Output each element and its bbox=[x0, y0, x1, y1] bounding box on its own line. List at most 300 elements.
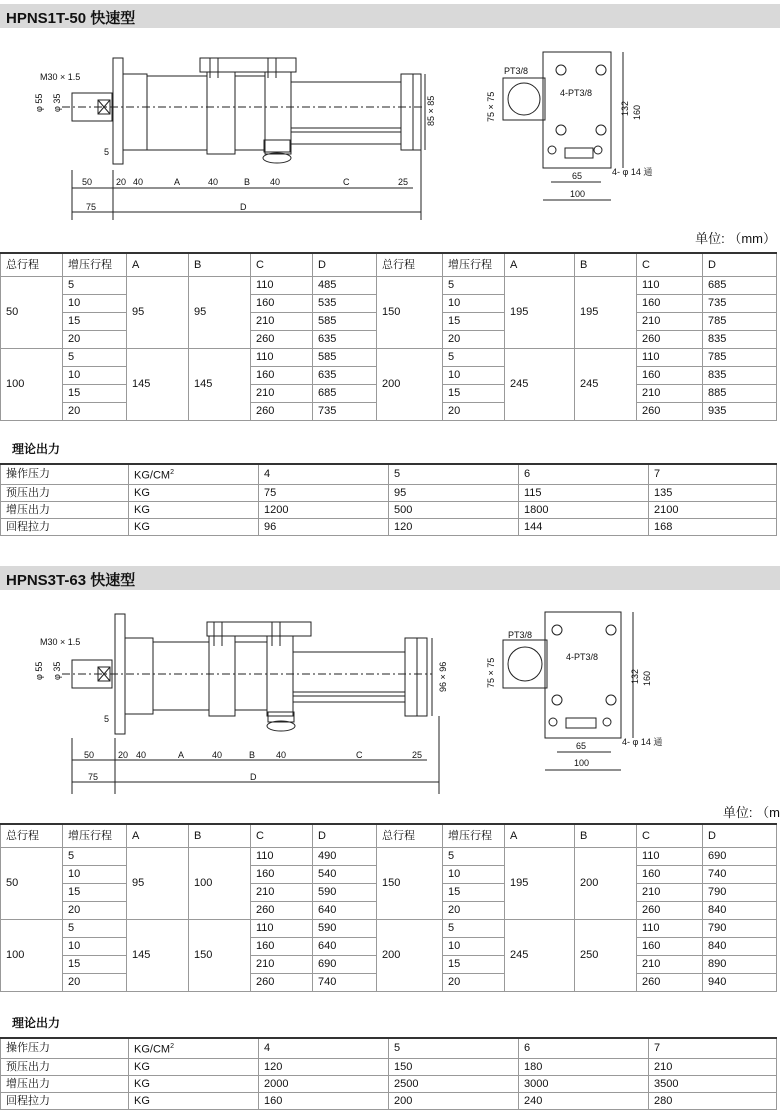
total-stroke-cell: 100 bbox=[1, 920, 63, 992]
force-cell bbox=[389, 1058, 519, 1075]
dim-D: D bbox=[250, 772, 257, 782]
superscript-2: 2 bbox=[170, 469, 174, 476]
header-cell: D bbox=[703, 824, 777, 848]
force-cell bbox=[649, 518, 777, 535]
boost-stroke-cell: 20 bbox=[443, 974, 505, 992]
force-value: 操作压力 bbox=[6, 1042, 50, 1055]
c-cell: 110 bbox=[637, 349, 703, 367]
force-cell bbox=[1, 518, 129, 535]
b-cell: 150 bbox=[189, 920, 251, 992]
dim-100: 100 bbox=[570, 189, 586, 199]
superscript-2: 2 bbox=[170, 1043, 174, 1050]
header-cell: C bbox=[637, 824, 703, 848]
c-cell: 110 bbox=[251, 920, 313, 938]
phi55-label: φ 55 bbox=[34, 93, 44, 112]
d-cell: 740 bbox=[703, 866, 777, 884]
force-cell bbox=[649, 1075, 777, 1092]
force-value: KG bbox=[134, 1077, 150, 1090]
dim-C: C bbox=[343, 177, 350, 187]
force-cell bbox=[129, 1092, 259, 1109]
d-cell: 835 bbox=[703, 367, 777, 385]
flange-size-label: 85 × 85 bbox=[426, 95, 436, 126]
dim-100: 100 bbox=[574, 758, 590, 768]
boost-stroke-cell: 20 bbox=[63, 974, 127, 992]
header-cell: 总行程 bbox=[377, 824, 443, 848]
force-cell bbox=[649, 1092, 777, 1109]
force-cell bbox=[129, 484, 259, 501]
force-cell bbox=[519, 501, 649, 518]
a-cell: 95 bbox=[127, 848, 189, 920]
b-cell: 145 bbox=[189, 349, 251, 421]
force-cell bbox=[649, 484, 777, 501]
d-cell: 785 bbox=[703, 313, 777, 331]
force-value: 120 bbox=[264, 1060, 283, 1073]
d-cell: 835 bbox=[703, 331, 777, 349]
header-cell: A bbox=[505, 824, 575, 848]
phi35-label: φ 35 bbox=[52, 93, 62, 112]
d-cell: 885 bbox=[703, 385, 777, 403]
force-cell bbox=[1, 1075, 129, 1092]
force-cell bbox=[259, 518, 389, 535]
dim-A: A bbox=[178, 750, 185, 760]
c-cell: 160 bbox=[637, 367, 703, 385]
force-value: 增压出力 bbox=[6, 503, 50, 516]
dim-5: 5 bbox=[104, 714, 110, 724]
dim-65: 65 bbox=[572, 171, 583, 181]
force-cell bbox=[389, 501, 519, 518]
total-stroke-cell: 150 bbox=[377, 848, 443, 920]
d-cell: 690 bbox=[703, 848, 777, 866]
force-value: 7 bbox=[654, 1042, 661, 1055]
dim-132: 132 bbox=[630, 668, 640, 684]
dim-B: B bbox=[249, 750, 256, 760]
dim-40b: 40 bbox=[208, 177, 219, 187]
force-value: 280 bbox=[654, 1094, 673, 1107]
dim-40c: 40 bbox=[270, 177, 281, 187]
force-value: KG bbox=[134, 520, 150, 533]
d-cell: 540 bbox=[313, 866, 377, 884]
force-cell bbox=[389, 1092, 519, 1109]
pt38-label: PT3/8 bbox=[508, 630, 533, 640]
c-cell: 160 bbox=[251, 938, 313, 956]
total-stroke-cell: 200 bbox=[377, 349, 443, 421]
units-paren: （m bbox=[756, 805, 780, 820]
boost-stroke-cell: 5 bbox=[63, 349, 127, 367]
d-cell: 585 bbox=[313, 313, 377, 331]
total-stroke-cell: 100 bbox=[1, 349, 63, 421]
c-cell: 110 bbox=[637, 920, 703, 938]
force-cell bbox=[519, 1075, 649, 1092]
force-value: 7 bbox=[654, 468, 661, 481]
force-title: 理论出力 bbox=[12, 1016, 61, 1030]
boost-stroke-cell: 10 bbox=[443, 938, 505, 956]
dim-25: 25 bbox=[398, 177, 409, 187]
c-cell: 260 bbox=[251, 403, 313, 421]
table-row bbox=[1, 920, 777, 938]
c-cell: 160 bbox=[251, 295, 313, 313]
boost-stroke-cell: 20 bbox=[443, 403, 505, 421]
dimension-table bbox=[0, 823, 777, 992]
force-value: 75 bbox=[264, 486, 277, 499]
force-value: 预压出力 bbox=[6, 1060, 50, 1073]
table-header-row bbox=[1, 824, 777, 848]
force-value: 5 bbox=[394, 1042, 401, 1055]
a-cell: 145 bbox=[127, 920, 189, 992]
force-value: KG bbox=[134, 486, 150, 499]
total-stroke-cell: 50 bbox=[1, 848, 63, 920]
header-cell: 总行程 bbox=[1, 824, 63, 848]
section-title-bar bbox=[0, 566, 780, 590]
side-size-label: 75 × 75 bbox=[486, 91, 496, 122]
header-cell: 增压行程 bbox=[63, 253, 127, 277]
header-cell: 增压行程 bbox=[443, 824, 505, 848]
force-cell bbox=[519, 1092, 649, 1109]
d-cell: 735 bbox=[313, 403, 377, 421]
a-cell: 145 bbox=[127, 349, 189, 421]
side-size-label: 75 × 75 bbox=[486, 657, 496, 688]
force-cell bbox=[129, 1075, 259, 1092]
m30-label: M30 × 1.5 bbox=[40, 72, 81, 82]
d-cell: 590 bbox=[313, 884, 377, 902]
dimension-table bbox=[0, 252, 777, 421]
c-cell: 210 bbox=[637, 313, 703, 331]
boost-stroke-cell: 10 bbox=[443, 367, 505, 385]
table-row bbox=[1, 277, 777, 295]
d-cell: 640 bbox=[313, 938, 377, 956]
force-row bbox=[1, 501, 777, 518]
boost-stroke-cell: 15 bbox=[443, 956, 505, 974]
force-row bbox=[1, 1038, 777, 1058]
header-cell: B bbox=[575, 253, 637, 277]
header-cell: C bbox=[251, 253, 313, 277]
flange-size-label: 96 × 96 bbox=[438, 661, 448, 692]
force-value: 1800 bbox=[524, 503, 549, 516]
force-cell bbox=[649, 501, 777, 518]
force-value: 2500 bbox=[394, 1077, 419, 1090]
dim-160: 160 bbox=[632, 104, 642, 120]
force-cell bbox=[389, 484, 519, 501]
dim-160: 160 bbox=[642, 670, 652, 686]
d-cell: 890 bbox=[703, 956, 777, 974]
force-value: 增压出力 bbox=[6, 1077, 50, 1090]
boost-stroke-cell: 15 bbox=[63, 313, 127, 331]
dim-5: 5 bbox=[104, 147, 110, 157]
b-cell: 100 bbox=[189, 848, 251, 920]
boost-stroke-cell: 5 bbox=[443, 920, 505, 938]
c-cell: 210 bbox=[251, 884, 313, 902]
c-cell: 110 bbox=[637, 277, 703, 295]
force-row bbox=[1, 464, 777, 484]
c-cell: 160 bbox=[637, 866, 703, 884]
dim-50: 50 bbox=[82, 177, 93, 187]
force-value: 160 bbox=[264, 1094, 283, 1107]
section-title: HPNS1T-50 快速型 bbox=[6, 10, 136, 27]
d-cell: 685 bbox=[313, 385, 377, 403]
force-value: 操作压力 bbox=[6, 468, 50, 481]
header-cell: B bbox=[189, 824, 251, 848]
force-cell bbox=[389, 1075, 519, 1092]
d-cell: 840 bbox=[703, 902, 777, 920]
force-cell bbox=[519, 464, 649, 484]
force-value: 预压出力 bbox=[6, 486, 50, 499]
d-cell: 740 bbox=[313, 974, 377, 992]
force-value: 5 bbox=[394, 468, 401, 481]
c-cell: 210 bbox=[251, 313, 313, 331]
d-cell: 490 bbox=[313, 848, 377, 866]
force-value: 500 bbox=[394, 503, 413, 516]
boost-stroke-cell: 15 bbox=[63, 385, 127, 403]
units-paren: （mm） bbox=[728, 231, 776, 246]
hole-label: 4- φ 14 通 bbox=[612, 167, 653, 177]
force-cell bbox=[129, 518, 259, 535]
a-cell: 195 bbox=[505, 848, 575, 920]
force-row bbox=[1, 1092, 777, 1109]
d-cell: 640 bbox=[313, 902, 377, 920]
d-cell: 940 bbox=[703, 974, 777, 992]
c-cell: 160 bbox=[251, 866, 313, 884]
m30-label: M30 × 1.5 bbox=[40, 637, 81, 647]
four-pt38-label: 4-PT3/8 bbox=[560, 88, 593, 98]
c-cell: 260 bbox=[637, 331, 703, 349]
boost-stroke-cell: 10 bbox=[443, 295, 505, 313]
header-cell: A bbox=[505, 253, 575, 277]
force-value: 96 bbox=[264, 520, 277, 533]
force-value: 95 bbox=[394, 486, 407, 499]
dim-B: B bbox=[244, 177, 251, 187]
d-cell: 790 bbox=[703, 884, 777, 902]
header-cell: A bbox=[127, 253, 189, 277]
d-cell: 485 bbox=[313, 277, 377, 295]
a-cell: 195 bbox=[505, 277, 575, 349]
force-value: 240 bbox=[524, 1094, 543, 1107]
header-cell: D bbox=[313, 253, 377, 277]
c-cell: 260 bbox=[637, 403, 703, 421]
force-cell bbox=[1, 1038, 129, 1058]
a-cell: 95 bbox=[127, 277, 189, 349]
technical-drawing bbox=[0, 30, 780, 250]
force-value: 180 bbox=[524, 1060, 543, 1073]
boost-stroke-cell: 5 bbox=[63, 848, 127, 866]
c-cell: 210 bbox=[637, 385, 703, 403]
force-table bbox=[0, 1037, 777, 1110]
pt38-label: PT3/8 bbox=[504, 66, 529, 76]
c-cell: 160 bbox=[251, 367, 313, 385]
force-cell bbox=[259, 1092, 389, 1109]
force-value: 120 bbox=[394, 520, 413, 533]
dim-25: 25 bbox=[412, 750, 423, 760]
c-cell: 210 bbox=[251, 385, 313, 403]
header-cell: 增压行程 bbox=[443, 253, 505, 277]
d-cell: 535 bbox=[313, 295, 377, 313]
force-cell bbox=[519, 484, 649, 501]
c-cell: 260 bbox=[637, 974, 703, 992]
force-value: 回程拉力 bbox=[6, 520, 50, 533]
boost-stroke-cell: 10 bbox=[443, 866, 505, 884]
d-cell: 590 bbox=[313, 920, 377, 938]
force-value: KG/CM bbox=[134, 1043, 171, 1056]
force-cell bbox=[519, 1038, 649, 1058]
c-cell: 110 bbox=[251, 349, 313, 367]
boost-stroke-cell: 20 bbox=[443, 331, 505, 349]
force-value: 168 bbox=[654, 520, 673, 533]
d-cell: 735 bbox=[703, 295, 777, 313]
c-cell: 260 bbox=[251, 902, 313, 920]
force-value: 200 bbox=[394, 1094, 413, 1107]
boost-stroke-cell: 15 bbox=[63, 956, 127, 974]
header-cell: D bbox=[703, 253, 777, 277]
force-cell bbox=[259, 1075, 389, 1092]
force-cell bbox=[649, 1058, 777, 1075]
header-cell: C bbox=[251, 824, 313, 848]
units-note bbox=[695, 228, 776, 247]
b-cell: 95 bbox=[189, 277, 251, 349]
d-cell: 585 bbox=[313, 349, 377, 367]
boost-stroke-cell: 15 bbox=[443, 313, 505, 331]
force-value: 135 bbox=[654, 486, 673, 499]
phi55-label: φ 55 bbox=[34, 661, 44, 680]
force-row bbox=[1, 518, 777, 535]
c-cell: 210 bbox=[637, 884, 703, 902]
force-value: KG bbox=[134, 1060, 150, 1073]
section-title-bar bbox=[0, 4, 780, 28]
section-title: HPNS3T-63 快速型 bbox=[6, 572, 136, 589]
boost-stroke-cell: 5 bbox=[443, 277, 505, 295]
dim-C: C bbox=[356, 750, 363, 760]
boost-stroke-cell: 5 bbox=[443, 349, 505, 367]
dim-75: 75 bbox=[88, 772, 99, 782]
force-title: 理论出力 bbox=[12, 442, 61, 456]
d-cell: 685 bbox=[703, 277, 777, 295]
header-cell: D bbox=[313, 824, 377, 848]
boost-stroke-cell: 20 bbox=[443, 902, 505, 920]
boost-stroke-cell: 5 bbox=[443, 848, 505, 866]
units-note bbox=[723, 802, 780, 821]
c-cell: 210 bbox=[637, 956, 703, 974]
boost-stroke-cell: 5 bbox=[63, 277, 127, 295]
c-cell: 160 bbox=[637, 295, 703, 313]
phi35-label: φ 35 bbox=[52, 661, 62, 680]
header-cell: 增压行程 bbox=[63, 824, 127, 848]
force-cell bbox=[389, 464, 519, 484]
dim-50: 50 bbox=[84, 750, 95, 760]
force-cell bbox=[649, 1038, 777, 1058]
force-cell bbox=[519, 518, 649, 535]
boost-stroke-cell: 20 bbox=[63, 403, 127, 421]
force-row bbox=[1, 1058, 777, 1075]
force-cell bbox=[389, 1038, 519, 1058]
force-value: KG/CM bbox=[134, 469, 171, 482]
total-stroke-cell: 150 bbox=[377, 277, 443, 349]
dim-40a: 40 bbox=[133, 177, 144, 187]
force-cell bbox=[1, 484, 129, 501]
a-cell: 245 bbox=[505, 349, 575, 421]
force-cell bbox=[519, 1058, 649, 1075]
header-cell: 总行程 bbox=[1, 253, 63, 277]
b-cell: 250 bbox=[575, 920, 637, 992]
force-value: 4 bbox=[264, 468, 271, 481]
force-cell bbox=[389, 518, 519, 535]
dim-20: 20 bbox=[118, 750, 129, 760]
d-cell: 790 bbox=[703, 920, 777, 938]
boost-stroke-cell: 10 bbox=[63, 295, 127, 313]
dim-75: 75 bbox=[86, 202, 97, 212]
boost-stroke-cell: 20 bbox=[63, 902, 127, 920]
total-stroke-cell: 50 bbox=[1, 277, 63, 349]
force-value: 1200 bbox=[264, 503, 289, 516]
force-value: KG bbox=[134, 1094, 150, 1107]
force-value: 6 bbox=[524, 1042, 531, 1055]
boost-stroke-cell: 10 bbox=[63, 367, 127, 385]
c-cell: 260 bbox=[251, 974, 313, 992]
c-cell: 210 bbox=[251, 956, 313, 974]
force-cell bbox=[259, 464, 389, 484]
b-cell: 200 bbox=[575, 848, 637, 920]
force-cell bbox=[1, 501, 129, 518]
d-cell: 785 bbox=[703, 349, 777, 367]
boost-stroke-cell: 15 bbox=[63, 884, 127, 902]
force-cell bbox=[259, 484, 389, 501]
dim-40a: 40 bbox=[136, 750, 147, 760]
header-cell: B bbox=[189, 253, 251, 277]
header-cell: C bbox=[637, 253, 703, 277]
dim-40c: 40 bbox=[276, 750, 287, 760]
force-value: 115 bbox=[524, 486, 542, 499]
force-value: 回程拉力 bbox=[6, 1094, 50, 1107]
d-cell: 635 bbox=[313, 331, 377, 349]
table-header-row bbox=[1, 253, 777, 277]
force-value: 4 bbox=[264, 1042, 271, 1055]
force-value: 150 bbox=[394, 1060, 413, 1073]
force-cell bbox=[649, 464, 777, 484]
hole-label: 4- φ 14 通 bbox=[622, 737, 663, 747]
dim-20: 20 bbox=[116, 177, 127, 187]
force-value: 2100 bbox=[654, 503, 679, 516]
force-cell bbox=[259, 501, 389, 518]
boost-stroke-cell: 10 bbox=[63, 938, 127, 956]
boost-stroke-cell: 15 bbox=[443, 385, 505, 403]
d-cell: 635 bbox=[313, 367, 377, 385]
force-value: 3500 bbox=[654, 1077, 679, 1090]
force-value: 6 bbox=[524, 468, 531, 481]
c-cell: 260 bbox=[637, 902, 703, 920]
header-cell: B bbox=[575, 824, 637, 848]
boost-stroke-cell: 5 bbox=[63, 920, 127, 938]
force-cell bbox=[129, 464, 259, 484]
units-label: 单位: bbox=[722, 805, 753, 820]
boost-stroke-cell: 10 bbox=[63, 866, 127, 884]
b-cell: 195 bbox=[575, 277, 637, 349]
dim-40b: 40 bbox=[212, 750, 223, 760]
force-cell bbox=[1, 1058, 129, 1075]
four-pt38-label: 4-PT3/8 bbox=[566, 652, 599, 662]
force-cell bbox=[129, 1038, 259, 1058]
dim-D: D bbox=[240, 202, 247, 212]
force-cell bbox=[129, 1058, 259, 1075]
boost-stroke-cell: 15 bbox=[443, 884, 505, 902]
force-value: 210 bbox=[654, 1060, 673, 1073]
dim-A: A bbox=[174, 177, 181, 187]
header-cell: 总行程 bbox=[377, 253, 443, 277]
force-cell bbox=[259, 1058, 389, 1075]
force-cell bbox=[1, 464, 129, 484]
table-row bbox=[1, 848, 777, 866]
d-cell: 690 bbox=[313, 956, 377, 974]
a-cell: 245 bbox=[505, 920, 575, 992]
total-stroke-cell: 200 bbox=[377, 920, 443, 992]
force-value: 2000 bbox=[264, 1077, 289, 1090]
dim-132: 132 bbox=[620, 100, 630, 116]
force-cell bbox=[259, 1038, 389, 1058]
